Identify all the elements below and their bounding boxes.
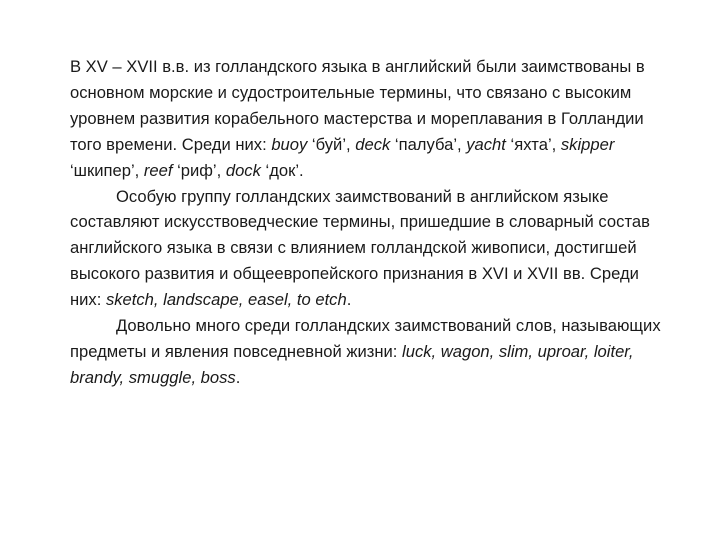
text-segment: Довольно много среди голландских заимствований слов, называющих предметы и явления повседневной жизни:	[70, 316, 661, 361]
text-segment: В XV – XVII в.в. из голландского языка в английский были заимствованы в основном морские и судостроительные термины, что связано с высоким уровнем развития корабельного мастерства и мореплавания в Голландии того времени. Среди них:	[70, 57, 645, 154]
text-segment: ‘док’.	[260, 160, 304, 180]
text-segment: Особую группу голландских заимствований в английском языке составляют искусствоведческие термины, пришедшие в словарный состав английского языка в связи с влиянием голландской живописи, достигшей высокого развития и общеевропейского признания в XVI и XVII вв. Среди них:	[70, 186, 650, 310]
english-terms: luck, wagon, slim, uproar, loiter, brandy, smuggle, boss	[70, 341, 634, 387]
english-term: buoy	[271, 134, 308, 154]
text-segment: ‘яхта’,	[505, 134, 561, 154]
text-segment: ‘буй’,	[307, 134, 356, 154]
text-segment: .	[235, 367, 241, 387]
english-terms: sketch, landscape, easel, to etch	[105, 290, 347, 310]
text-segment: ‘палуба’,	[390, 134, 467, 154]
english-term: reef	[143, 160, 173, 180]
paragraph-1	[70, 54, 670, 184]
paragraph-2	[70, 184, 670, 314]
text-segment: ‘риф’,	[172, 160, 226, 180]
paragraph-3	[70, 313, 670, 391]
english-term: dock	[225, 160, 261, 180]
text-segment: .	[346, 290, 352, 310]
english-term: deck	[355, 134, 391, 154]
english-term: skipper	[560, 134, 615, 154]
body-text	[70, 54, 670, 391]
text-segment: ‘шкипер’,	[70, 160, 144, 180]
english-term: yacht	[466, 134, 506, 154]
